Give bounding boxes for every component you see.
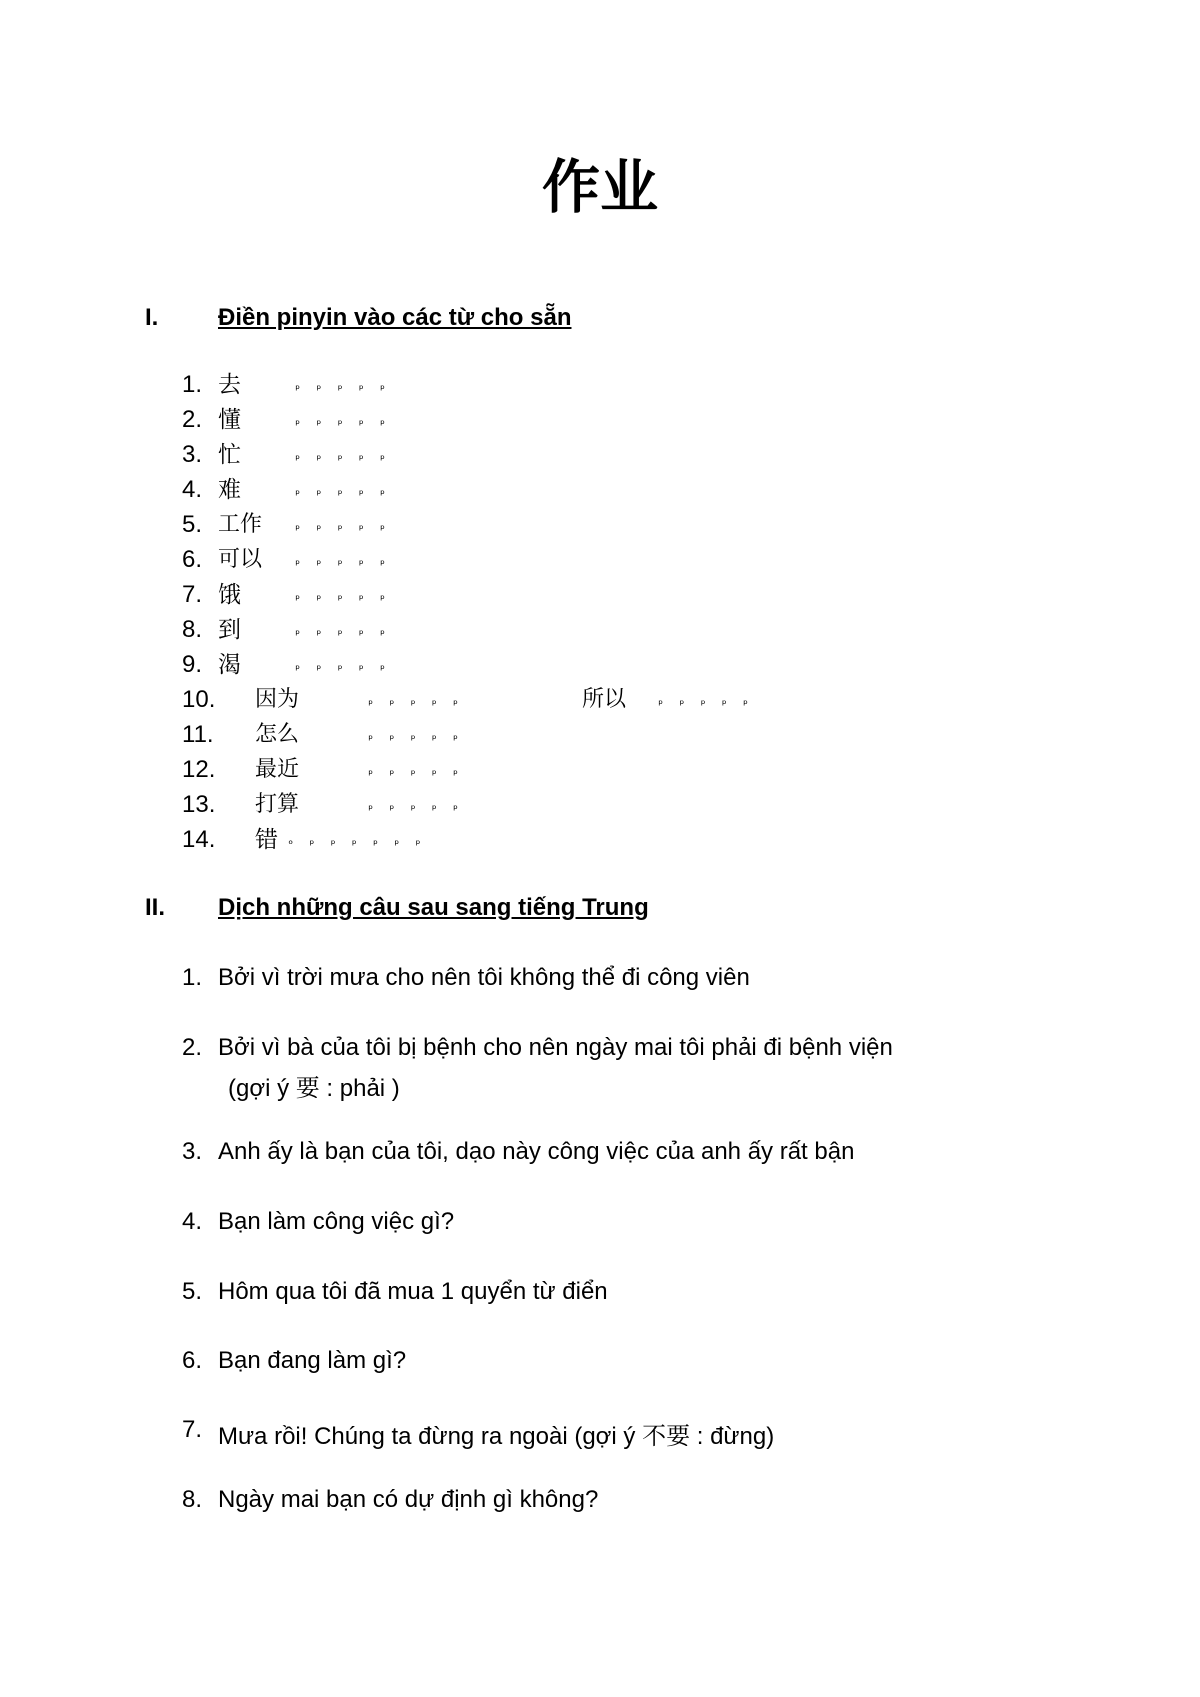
section-1-title: Điền pinyin vào các từ cho sẵn xyxy=(218,304,572,331)
pinyin-list: 1. 去 ᵖᵖᵖᵖᵖ 2. 懂 ᵖᵖᵖᵖᵖ 3. 忙 ᵖᵖᵖᵖᵖ 4. 难 ᵖᵖᵖᵖᵖ 5. 工作 ᵖᵖᵖᵖᵖ 6. 可以 ᵖᵖᵖᵖᵖ 7. 饿 ᵖᵖᵖᵖᵖ 8. 到 ᵖᵖᵖᵖᵖ 9. 渴 ᵖᵖᵖᵖᵖ 10. 因为 ᵖᵖᵖᵖᵖ 所以 ᵖᵖᵖᵖᵖ 11. 怎么 ᵖᵖᵖᵖᵖ 12. 最近 ᵖᵖᵖᵖᵖ 13. 打算 ᵖᵖᵖᵖᵖ 14. 错 ᵒᵖᵖᵖᵖᵖᵖ xyxy=(182,371,764,853)
section-2-title: Dịch những câu sau sang tiếng Trung xyxy=(218,894,649,921)
section-2-heading xyxy=(145,894,845,924)
section-2-number: II. xyxy=(145,894,166,921)
page-title: 作业 xyxy=(541,153,658,221)
section-1-number: I. xyxy=(145,304,159,331)
section-1-heading xyxy=(145,304,845,334)
hint: (gợi ý 要 : phải ) xyxy=(228,1075,400,1102)
